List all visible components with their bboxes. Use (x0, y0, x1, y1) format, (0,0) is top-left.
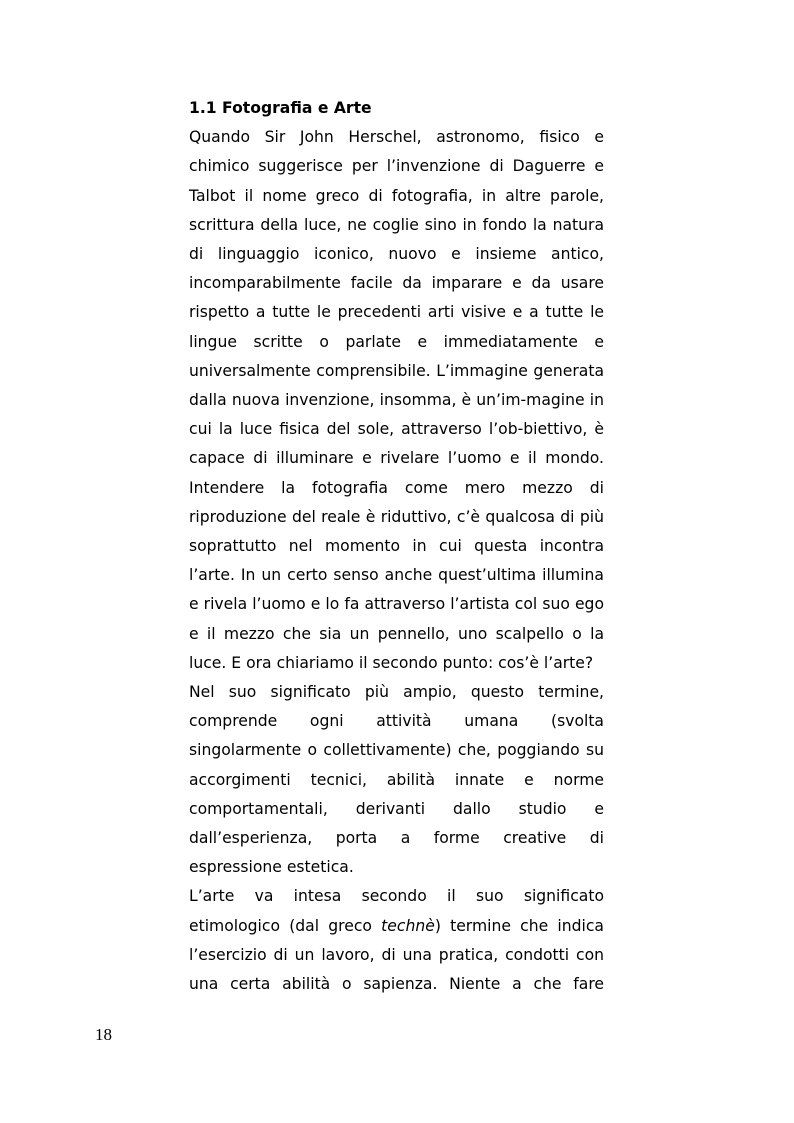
section-heading: 1.1 Fotografia e Arte (189, 99, 372, 117)
paragraph-1: Quando Sir John Herschel, astronomo, fisico e chimico suggerisce per l’invenzione di Daguerre e Talbot il nome greco di fotografia, in altre parole, scrittura della luce, ne coglie sino in fondo la natura di linguaggio iconico, nuovo e insieme antico, incomparabilmente facile da imparare e da usare rispetto a tutte le precedenti arti visive e a tutte le lingue scritte o parlate e immediatamente e universalmente comprensibile. L’immagine generata dalla nuova invenzione, insomma, è un’im-magine in cui la luce fisica del sole, attraverso l’ob-biettivo, è capace di illuminare e rivelare l’uomo e il mondo. Intendere la fotografia come mero mezzo di riproduzione del reale è riduttivo, c’è qualcosa di più soprattutto nel momento in cui questa incontra l’arte. In un certo senso anche quest’ultima illumina e rivela l’uomo e lo fa attraverso l’artista col suo ego e il mezzo che sia un pennello, uno scalpello o la luce. E ora chiariamo il secondo punto: cos’è l’arte? (189, 128, 604, 672)
paragraph-3-text-start: L’arte va intesa secondo il suo significato etimologico (dal greco (189, 887, 604, 935)
paragraph-3-italic-term: technè (381, 916, 435, 935)
paragraph-3 (189, 882, 604, 999)
paragraph-3-text-end: ) termine che indica l’esercizio di un lavoro, di una pratica, condotti con una certa abilità o sapienza. Niente a che fare (189, 916, 604, 994)
paragraph-2: Nel suo significato più ampio, questo termine, comprende ogni attività umana (svolta singolarmente o collettivamente) che, poggiando su accorgimenti tecnici, abilità innate e norme comportamentali, derivanti dallo studio e dall’esperienza, porta a forme creative di espressione estetica. (189, 683, 604, 877)
body-text (189, 94, 604, 999)
page-number: 18 (95, 1025, 112, 1044)
